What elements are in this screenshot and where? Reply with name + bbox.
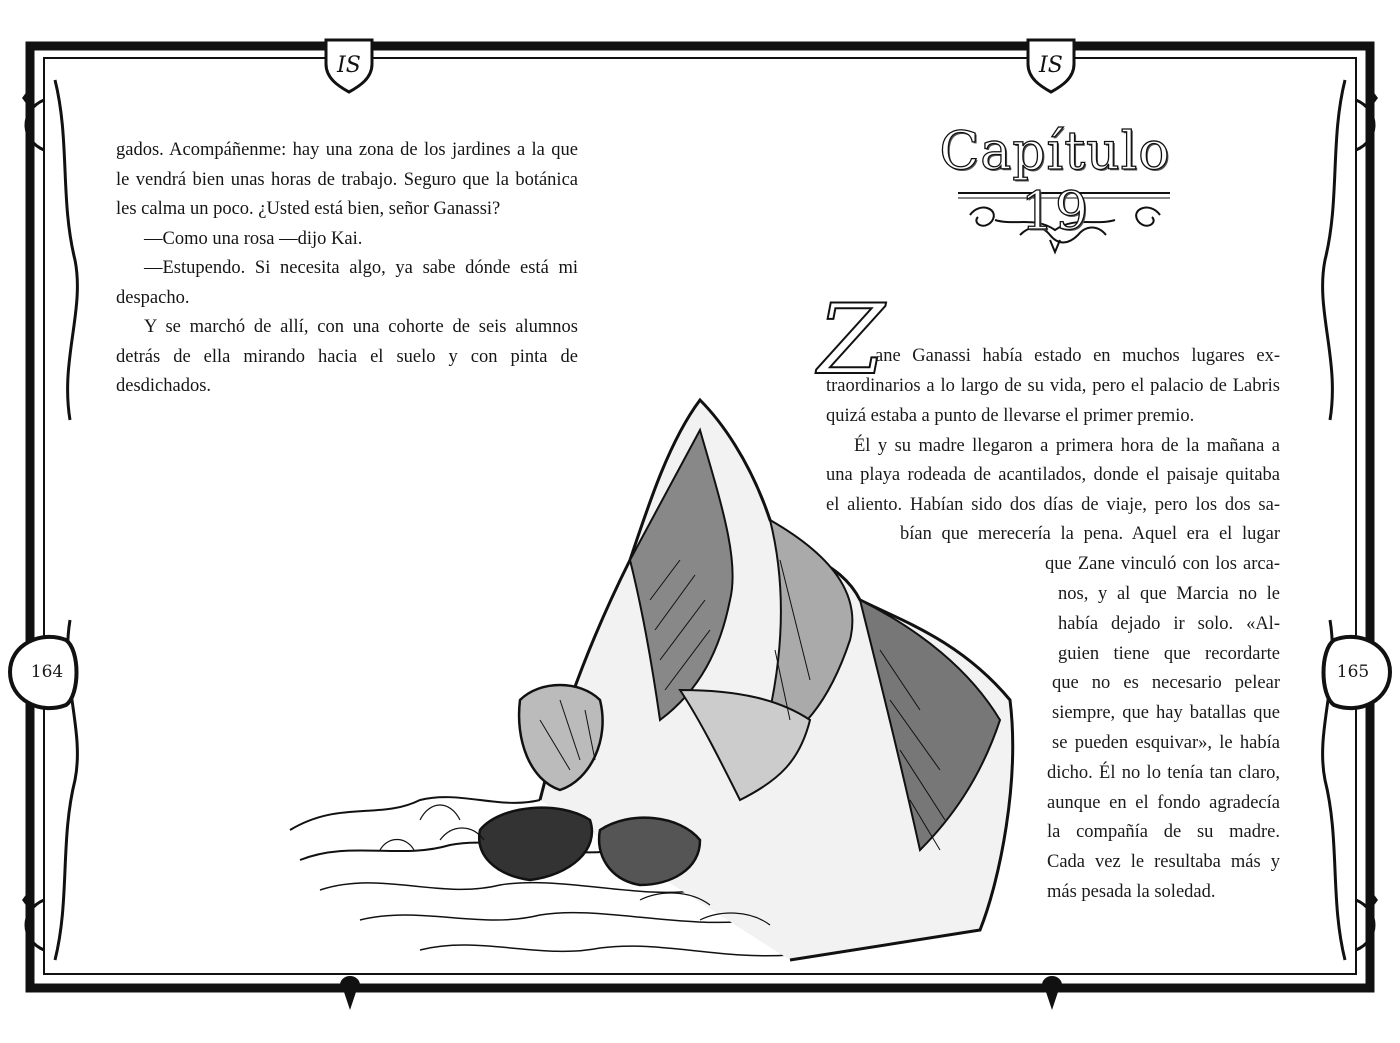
text-line: siempre, que hay batallas que bbox=[1052, 703, 1280, 723]
paragraph: —Estupendo. Si necesita algo, ya sabe dónde está mi despacho. bbox=[116, 258, 578, 308]
text-line: la compañía de su madre. bbox=[1047, 822, 1280, 842]
text-line: que Zane vinculó con los arca- bbox=[1045, 554, 1280, 574]
text-line: quizá estaba a punto de llevarse el primer premio. bbox=[826, 406, 1195, 426]
text-line: había dejado ir solo. «Al- bbox=[1058, 614, 1280, 634]
text-line: se pueden esquivar», le había bbox=[1052, 733, 1280, 753]
emblem-left-text: IS bbox=[337, 53, 361, 78]
page-number-right: 165 bbox=[1336, 662, 1370, 682]
text-line: que no es necesario pelear bbox=[1052, 673, 1280, 693]
paragraph: gados. Acompáñenme: hay una zona de los jardines a la que le vendrá bien unas horas de trabajo. Seguro que la botánica les calma un poco. ¿Usted está bien, señor Ganassi? bbox=[116, 140, 578, 219]
text-line: Él y su madre llegaron a primera hora de la mañana a bbox=[854, 436, 1280, 456]
paragraph: —Como una rosa —dijo Kai. bbox=[144, 228, 363, 249]
left-page-body bbox=[116, 136, 578, 402]
drop-cap-letter: Z bbox=[818, 284, 885, 396]
text-line: ane Ganassi había estado en muchos lugares ex- bbox=[875, 346, 1280, 366]
text-line: bían que merecería la pena. Aquel era el lugar bbox=[900, 524, 1280, 544]
text-line: una playa rodeada de acantilados, donde el paisaje quitaba bbox=[826, 465, 1280, 485]
chapter-title: Capítulo 19 bbox=[939, 122, 1171, 242]
text-line: Cada vez le resultaba más y bbox=[1047, 852, 1280, 872]
text-line: traordinarios a lo largo de su vida, pero el palacio de Labris bbox=[826, 376, 1280, 396]
text-line: el aliento. Habían sido dos días de viaje, pero los dos sa- bbox=[826, 495, 1280, 515]
text-line: más pesada la soledad. bbox=[1047, 882, 1216, 902]
page-number-left: 164 bbox=[30, 662, 64, 682]
paragraph: Y se marchó de allí, con una cohorte de seis alumnos detrás de ella mirando hacia el suelo y con pinta de desdichados. bbox=[116, 317, 578, 396]
emblem-right-text: IS bbox=[1039, 53, 1063, 78]
text-line: aunque en el fondo agradecía bbox=[1047, 793, 1280, 813]
text-line: dicho. Él no lo tenía tan claro, bbox=[1047, 763, 1280, 783]
text-line: guien tiene que recordarte bbox=[1058, 644, 1280, 664]
text-line: nos, y al que Marcia no le bbox=[1058, 584, 1280, 604]
